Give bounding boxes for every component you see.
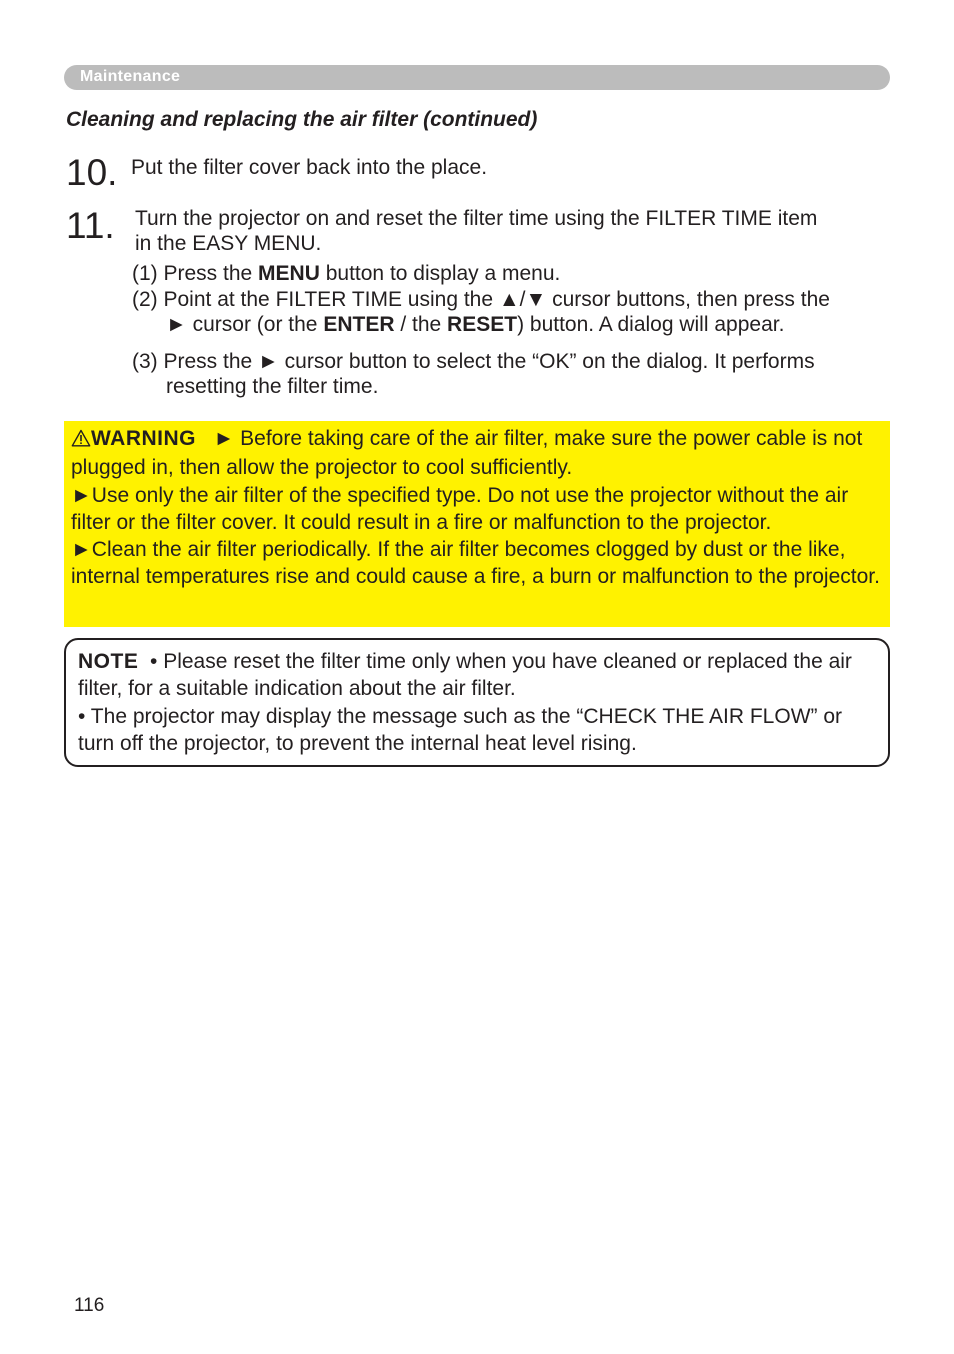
warning-paragraph: ► Before taking care of the air filter, make sure the power cable is not plugged in, then allow the projector to cool sufficiently. xyxy=(71,427,863,480)
substep-continuation xyxy=(132,312,830,337)
substep-text: ) button. A dialog will appear. xyxy=(517,313,785,336)
substep-text: ► cursor (or the xyxy=(166,313,324,336)
section-header-bar xyxy=(64,65,890,90)
step-text: Put the filter cover back into the place. xyxy=(131,156,488,179)
note-label: NOTE xyxy=(78,650,139,673)
substep-text: button to display a menu. xyxy=(319,262,561,285)
substep-text: (2) Point at the FILTER TIME using the ▲/▼ cursor buttons, then press the xyxy=(132,288,830,311)
step-number: 10. xyxy=(66,152,118,193)
warning-box xyxy=(64,421,890,627)
substep-1 xyxy=(132,261,560,286)
note-text xyxy=(78,648,878,757)
page-title: Cleaning and replacing the air filter (continued) xyxy=(66,108,538,131)
note-box xyxy=(64,638,890,767)
section-header-label: Maintenance xyxy=(80,68,181,85)
substep-text: (3) Press the ► cursor button to select the “OK” on the dialog. It performs xyxy=(132,350,815,373)
warning-triangle-icon xyxy=(71,427,91,454)
reset-button-label: RESET xyxy=(447,313,518,336)
note-paragraph: • The projector may display the message such as the “CHECK THE AIR FLOW” or turn off the projector, to prevent the internal heat level rising. xyxy=(78,704,843,755)
step-10 xyxy=(66,153,886,193)
note-paragraph: • Please reset the filter time only when you have cleaned or replaced the air filter, for a suitable indication about the air filter. xyxy=(78,650,852,701)
warning-paragraph: ►Use only the air filter of the specified type. Do not use the projector without the air filter or the filter cover. It could result in a fire or malfunction to the projector. xyxy=(71,483,849,534)
substep-continuation: resetting the filter time. xyxy=(166,375,379,398)
step-text xyxy=(135,206,895,256)
step-text-line: in the EASY MENU. xyxy=(135,232,322,255)
warning-label: WARNING xyxy=(91,427,196,450)
substep-2 xyxy=(132,287,830,337)
menu-button-label: MENU xyxy=(258,262,320,285)
enter-button-label: ENTER xyxy=(323,313,395,336)
step-11 xyxy=(66,206,896,256)
step-number: 11. xyxy=(66,205,115,246)
warning-text xyxy=(71,425,886,591)
step-text-line: Turn the projector on and reset the filter time using the FILTER TIME item xyxy=(135,207,818,230)
page-number: 116 xyxy=(74,1295,105,1316)
warning-paragraph: ►Clean the air filter periodically. If the air filter becomes clogged by dust or the like, internal temperatures rise and could cause a fire, a burn or malfunction to the projector. xyxy=(71,538,880,589)
substep-text: (1) Press the xyxy=(132,262,259,285)
substep-text: / the xyxy=(394,313,448,336)
substep-3 xyxy=(132,349,815,399)
